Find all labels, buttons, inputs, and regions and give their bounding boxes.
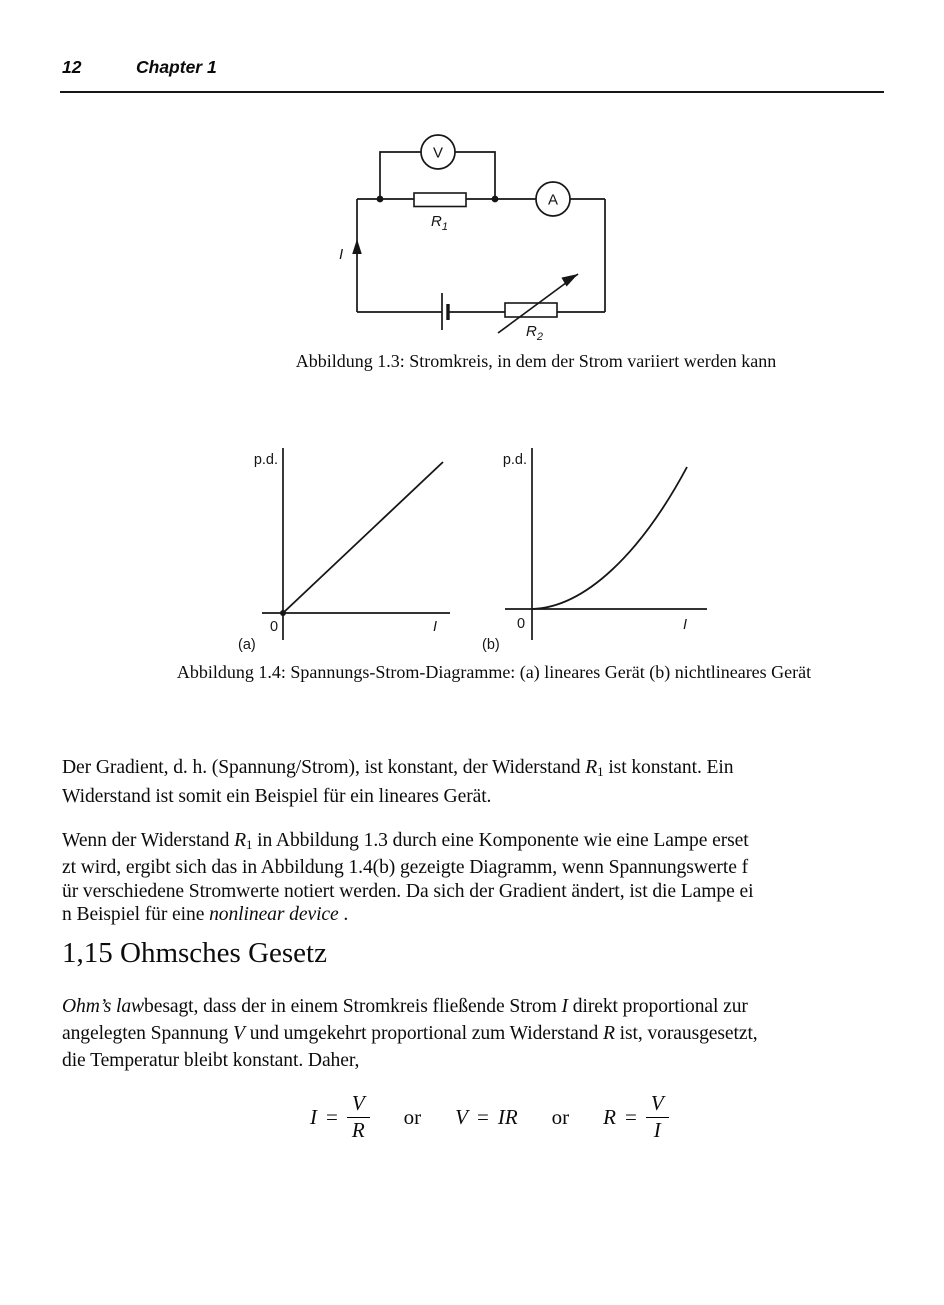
graph-a-ylabel: p.d.: [253, 452, 278, 468]
text-line: Wenn der Widerstand R1 in Abbildung 1.3 durch eine Komponente wie eine Lampe erset: [62, 830, 749, 852]
equation-v-equals-ir: [455, 1105, 518, 1130]
formula-rhs: IR: [497, 1104, 518, 1129]
text-line: die Temperatur bleibt konstant. Daher,: [62, 1050, 360, 1071]
r2-label: $R_2$: [526, 323, 543, 343]
battery-symbol: [442, 293, 448, 330]
graph-b-ylabel: p.d.: [502, 452, 527, 468]
paragraph-lamp-nonlinear: [62, 829, 894, 927]
header-rule: [60, 91, 884, 93]
graph-a-line: [283, 462, 443, 613]
formula-lhs: R: [603, 1104, 616, 1129]
equation-r-equals-v-over-i: [603, 1092, 669, 1142]
or-word: or: [403, 1104, 422, 1129]
resistor-r1: [414, 193, 466, 207]
voltmeter-label: V: [432, 144, 444, 162]
text-line: Der Gradient, d. h. (Spannung/Strom), ist konstant, der Widerstand R1 ist konstant. Ein: [62, 757, 734, 779]
circuit-wires: [357, 152, 605, 312]
figure-1-4-caption: Abbildung 1.4: Spannungs-Strom-Diagramme: (a) lineares Gerät (b) nichtlineares Gerät: [176, 662, 812, 682]
graph-a-xlabel: I: [433, 619, 438, 635]
graph-b: [482, 448, 707, 653]
paragraph-ohms-law: [62, 993, 894, 1074]
equals-sign: =: [625, 1104, 637, 1129]
ammeter-label: A: [547, 191, 559, 209]
resistor-r2: [505, 303, 557, 317]
fraction-v-over-r: [347, 1092, 370, 1142]
figure-1-3-caption: Abbildung 1.3: Stromkreis, in dem der Strom variiert werden kann: [295, 351, 777, 371]
graph-a-origin: 0: [269, 619, 279, 635]
junction-dot-right: [492, 196, 499, 203]
text-line: zt wird, ergibt sich das in Abbildung 1.4(b) gezeigte Diagramm, wenn Spannungswerte f: [62, 857, 749, 879]
formula-lhs: I: [310, 1104, 317, 1129]
text-line: ür verschiedene Stromwerte notiert werden. Da sich der Gradient ändert, ist die Lampe ei: [62, 880, 754, 902]
fraction-numerator: V: [646, 1092, 669, 1118]
pd-current-graphs: [225, 440, 720, 665]
current-arrow: [352, 239, 362, 254]
formula-lhs: V: [455, 1104, 468, 1129]
fraction-denominator: R: [351, 1117, 365, 1142]
fraction-v-over-i: [646, 1092, 669, 1142]
text-line: Ohm’s lawbesagt, dass der in einem Stromkreis fließende Strom I direkt proportional zur: [62, 996, 748, 1017]
current-label: I: [339, 246, 344, 263]
r1-label: $R_1$: [431, 213, 448, 233]
section-heading: 1,15 Ohmsches Gesetz: [62, 937, 327, 969]
graph-a: [238, 448, 450, 653]
circuit-diagram: [330, 130, 622, 348]
text-line: angelegten Spannung V und umgekehrt proportional zum Widerstand R ist, vorausgesetzt,: [62, 1023, 758, 1044]
graph-b-tag: (b): [482, 637, 500, 653]
page-number: 12: [62, 57, 82, 77]
fraction-denominator: I: [653, 1117, 661, 1142]
junction-dot-left: [377, 196, 384, 203]
graph-a-tag: (a): [238, 637, 256, 653]
fraction-numerator: V: [347, 1092, 370, 1118]
graph-b-curve: [532, 467, 687, 609]
chapter-title: Chapter 1: [136, 57, 217, 77]
graph-b-origin: 0: [516, 616, 526, 632]
graph-b-xlabel: I: [683, 617, 688, 633]
equals-sign: =: [477, 1104, 489, 1129]
text-line: n Beispiel für eine nonlinear device .: [62, 904, 349, 926]
equation-i-equals-v-over-r: [310, 1092, 370, 1142]
text-line: Widerstand ist somit ein Beispiel für ein lineares Gerät.: [62, 785, 492, 807]
equals-sign: =: [326, 1104, 338, 1129]
ohms-law-formula: [310, 1092, 669, 1142]
or-word: or: [551, 1104, 570, 1129]
paragraph-gradient-constant: [62, 755, 894, 809]
